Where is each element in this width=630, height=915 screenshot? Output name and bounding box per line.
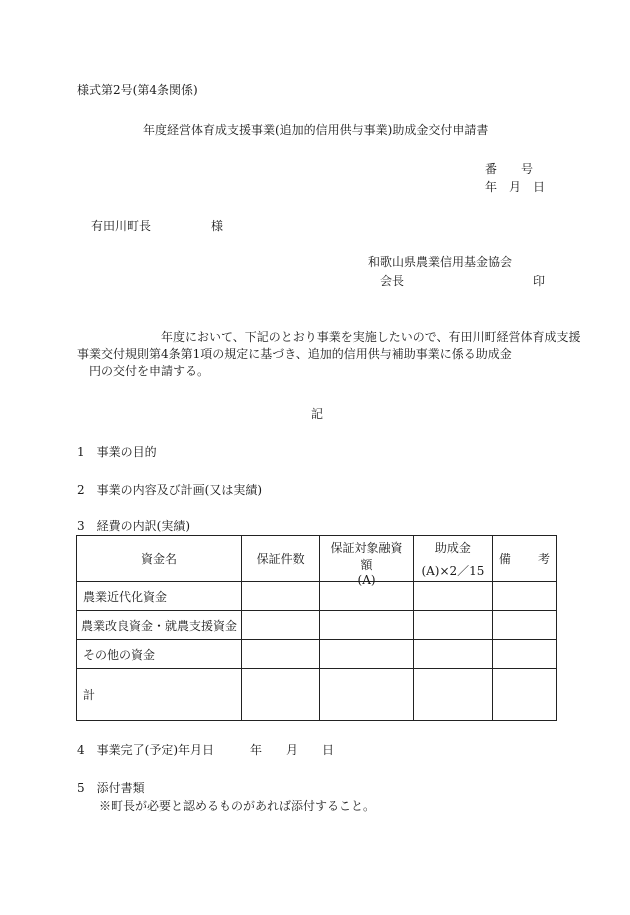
- ki-heading: 記: [311, 407, 324, 421]
- fund-name-cell: 農業改良資金・就農支援資金: [77, 611, 242, 640]
- application-body: [77, 329, 581, 380]
- table-total-row: [77, 669, 557, 721]
- remarks-cell: [492, 582, 556, 611]
- subsidy-cell: [413, 640, 492, 669]
- guarantee-count-cell: [242, 582, 320, 611]
- total-label-cell: 計: [77, 669, 242, 721]
- header-covered-amount: [320, 536, 414, 587]
- remarks-cell: [492, 640, 556, 669]
- item-cost-breakdown: 3 経費の内訳(実績): [77, 519, 190, 533]
- item-completion-date: 4 事業完了(予定)年月日 年 月 日: [77, 743, 334, 757]
- header-guarantee-count: 保証件数: [242, 536, 320, 582]
- page-title: 年度経営体育成支援事業(追加的信用供与事業)助成金交付申請書: [143, 123, 489, 137]
- remarks-cell: [492, 669, 556, 721]
- guarantee-count-cell: [242, 611, 320, 640]
- item-content-plan: 2 事業の内容及び計画(又は実績): [77, 483, 262, 497]
- remarks-cell: [492, 611, 556, 640]
- item-attachments: 5 添付書類: [77, 781, 145, 795]
- table-row: [77, 640, 557, 669]
- header-subsidy: [413, 536, 492, 582]
- document-number-label: 番 号: [485, 162, 534, 176]
- header-covered-amount-sub: (A): [357, 572, 376, 587]
- table-row: [77, 582, 557, 611]
- header-subsidy-label: 助成金: [434, 540, 471, 555]
- addressee: 有田川町長 様: [91, 219, 224, 233]
- form-number: 様式第2号(第4条関係): [77, 83, 198, 97]
- fund-name-cell: その他の資金: [77, 640, 242, 669]
- covered-amount-cell: [320, 611, 414, 640]
- subsidy-cell: [413, 611, 492, 640]
- header-remarks: [492, 536, 556, 582]
- header-remarks-left: 備: [498, 552, 511, 566]
- date-label: 年 月 日: [485, 180, 546, 194]
- header-subsidy-formula: (A)×2／15: [421, 563, 485, 578]
- guarantee-count-cell: [242, 669, 320, 721]
- guarantee-count-cell: [242, 640, 320, 669]
- header-fund-name: 資金名: [77, 536, 242, 582]
- fund-name-cell: 農業近代化資金: [77, 582, 242, 611]
- subsidy-cell: [413, 669, 492, 721]
- applicant-organization: 和歌山県農業信用基金協会: [368, 255, 513, 269]
- applicant-title: 会長: [380, 274, 405, 288]
- body-line: 事業交付規則第4条第1項の規定に基づき、追加的信用供与補助事業に係る助成金: [77, 347, 512, 361]
- header-covered-amount-label: 保証対象融資額: [330, 540, 403, 572]
- covered-amount-cell: [320, 640, 414, 669]
- table-row: [77, 611, 557, 640]
- item-purpose: 1 事業の目的: [77, 445, 157, 459]
- attachment-note: ※町長が必要と認めるものがあれば添付すること。: [99, 799, 376, 813]
- covered-amount-cell: [320, 669, 414, 721]
- seal-mark: 印: [533, 274, 546, 288]
- table-header-row: [77, 536, 557, 582]
- body-line: 円の交付を申請する。: [77, 364, 210, 378]
- body-line: 年度において、下記のとおり事業を実施したいので、有田川町経営体育成支援: [77, 330, 581, 344]
- cost-breakdown-table: [76, 535, 557, 721]
- header-remarks-right: 考: [537, 552, 550, 566]
- subsidy-cell: [413, 582, 492, 611]
